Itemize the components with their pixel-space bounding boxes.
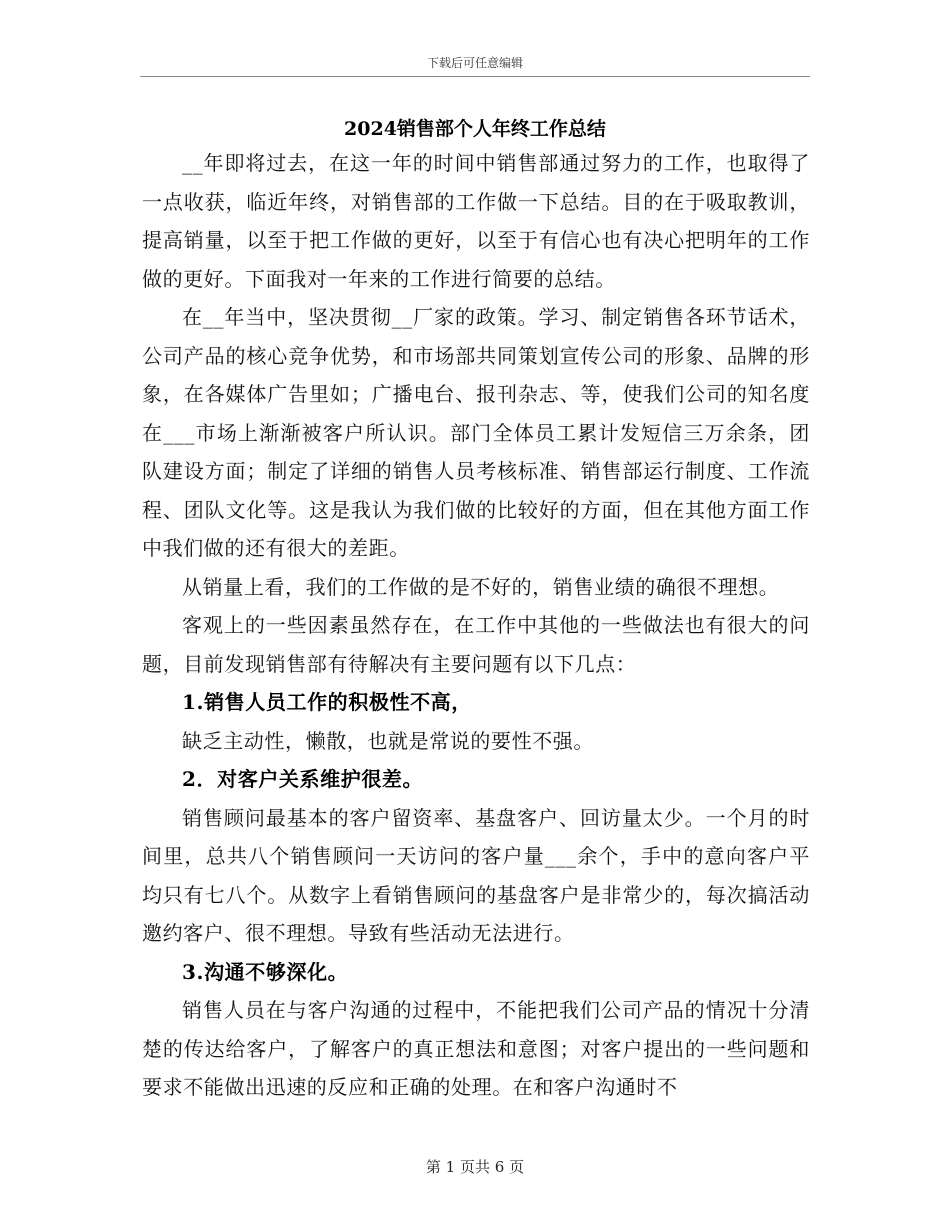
document-body bbox=[142, 144, 810, 1107]
page-number: 第 1 页共 6 页 bbox=[425, 1158, 525, 1176]
paragraph-problems-intro: 客观上的一些因素虽然存在，在工作中其他的一些做法也有很大的问题，目前发现销售部有待解决有主要问题有以下几点： bbox=[142, 613, 810, 676]
header-divider bbox=[140, 76, 810, 77]
paragraph-sales-volume: 从销量上看，我们的工作做的是不好的，销售业绩的确很不理想。 bbox=[182, 574, 780, 599]
header-note: 下载后可任意编辑 bbox=[426, 56, 523, 70]
paragraph-section-1: 缺乏主动性，懒散，也就是常说的要性不强。 bbox=[182, 728, 594, 753]
section-heading-2: 2．对客户关系维护很差。 bbox=[182, 767, 424, 791]
paragraph-achievements: 在__年当中，坚决贯彻__厂家的政策。学习、制定销售各环节话术，公司产品的核心竞争优势，和市场部共同策划宣传公司的形象、品牌的形象，在各媒体广告里如；广播电台、报刊杂志、等，使我们公司的知名度在___市场上渐渐被客户所认识。部门全体员工累计发短信三万余条，团队建设方面；制定了详细的销售人员考核标准、销售部运行制度、工作流程、团队文化等。这是我认为我们做的比较好的方面，但在其他方面工作中我们做的还有很大的差距。 bbox=[142, 305, 810, 560]
section-heading-3: 3.沟通不够深化。 bbox=[182, 959, 349, 984]
section-heading-1: 1.销售人员工作的积极性不高， bbox=[182, 690, 472, 714]
paragraph-section-3: 销售人员在与客户沟通的过程中，不能把我们公司产品的情况十分清楚的传达给客户，了解客户的真正想法和意图；对客户提出的一些问题和要求不能做出迅速的反应和正确的处理。在和客户沟通时不 bbox=[142, 998, 810, 1099]
paragraph-intro: __年即将过去，在这一年的时间中销售部通过努力的工作，也取得了一点收获，临近年终，对销售部的工作做一下总结。目的在于吸取教训，提高销量，以至于把工作做的更好，以至于有信心也有决心把明年的工作做的更好。下面我对一年来的工作进行简要的总结。 bbox=[142, 151, 810, 291]
paragraph-section-2: 销售顾问最基本的客户留资率、基盘客户、回访量太少。一个月的时间里，总共八个销售顾问一天访问的客户量___余个，手中的意向客户平均只有七八个。从数字上看销售顾问的基盘客户是非常少的，每次搞活动邀约客户、很不理想。导致有些活动无法进行。 bbox=[142, 805, 810, 945]
document-title: 2024销售部个人年终工作总结 bbox=[344, 118, 606, 140]
